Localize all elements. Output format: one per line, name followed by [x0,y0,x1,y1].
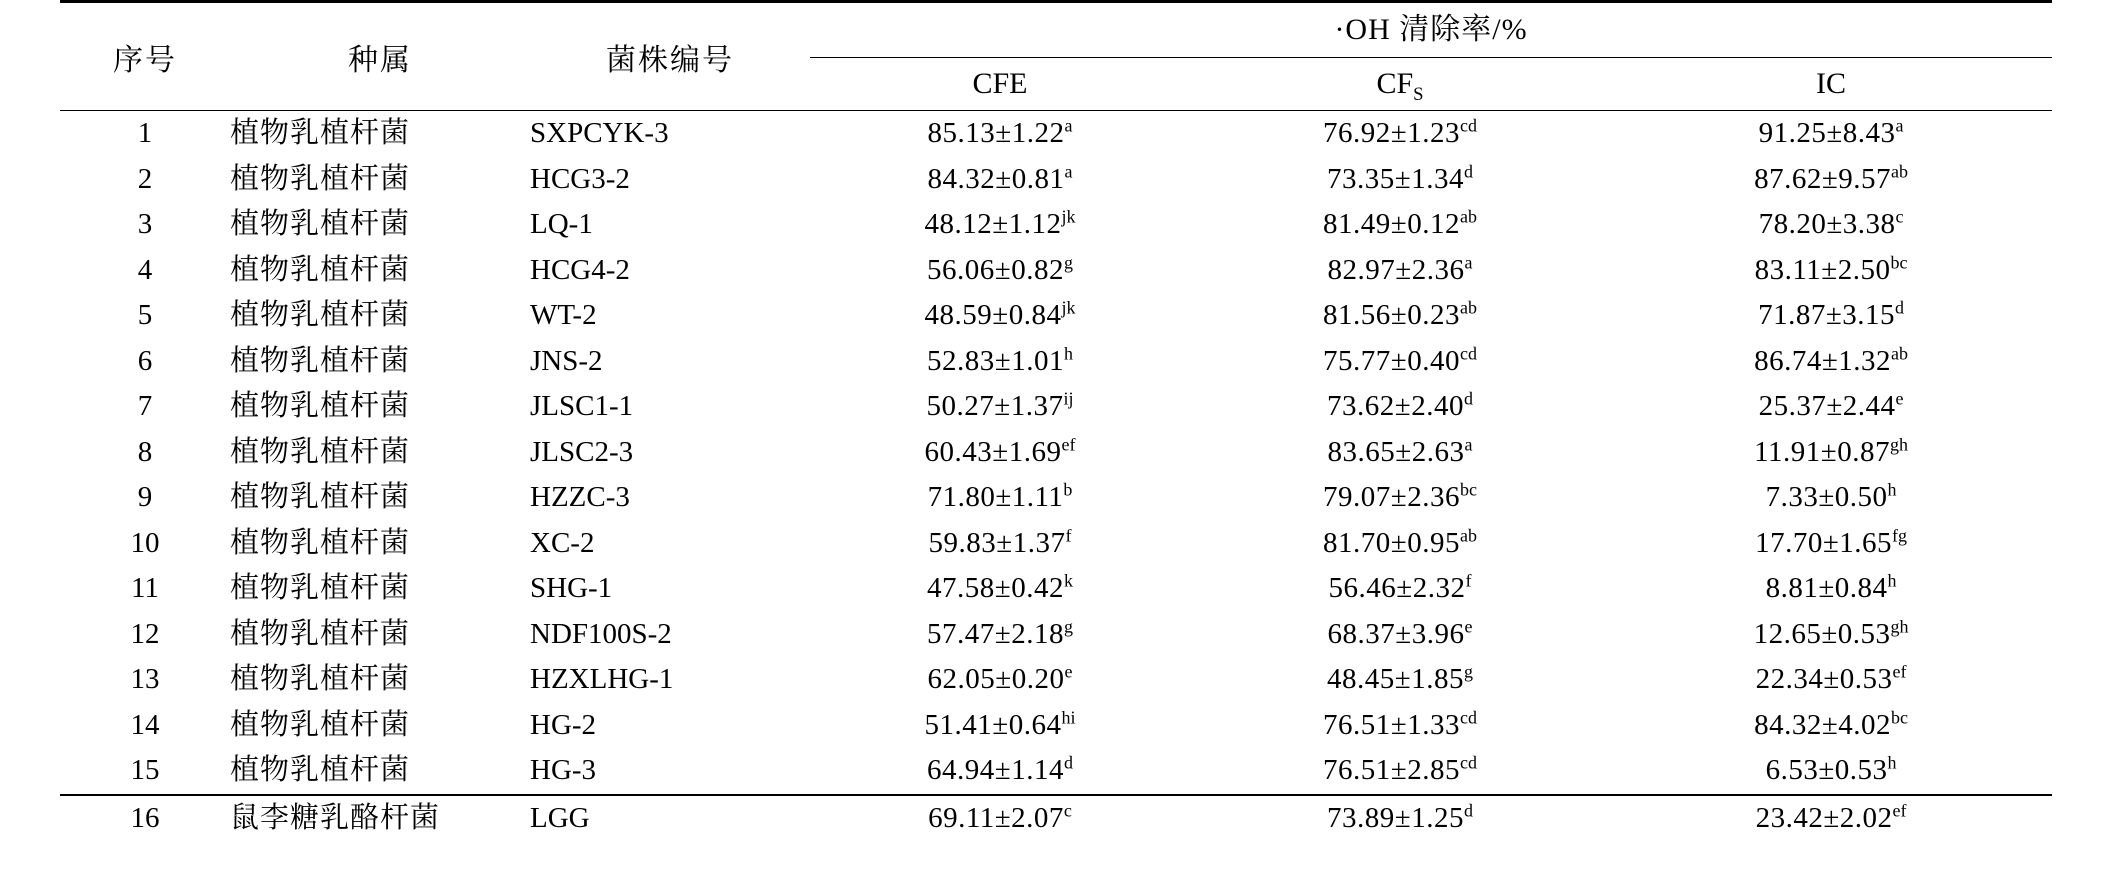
cell-cfe-value: 85.13±1.22 [927,117,1065,149]
cell-index: 8 [137,435,153,468]
cell-cfs-value: 79.07±2.36 [1323,481,1460,513]
cell-index: 11 [131,572,159,604]
cell-cfe-value: 71.80±1.11 [927,481,1064,513]
cell-ic [1610,566,2052,612]
cell-cfs [1190,566,1610,612]
cell-cfs-value: 81.49±0.12 [1323,208,1460,240]
cell-cfs [1190,521,1610,567]
cell-ic-value: 71.87±3.15 [1758,299,1895,331]
cell-cfe-value: 60.43±1.69 [924,435,1062,468]
cell-genus: 植物乳植杆菌 [230,253,411,286]
cell-genus: 植物乳植杆菌 [230,481,411,513]
column-header-cfs [1190,58,1610,111]
cell-cfs [1190,384,1610,430]
table-row [60,202,2052,248]
cell-ic [1610,703,2052,749]
cell-strain: WT-2 [530,299,597,331]
cell-cfe-sup: k [1063,570,1073,591]
cell-cfe [810,748,1190,795]
cell-ic-value: 83.11±2.50 [1754,253,1891,286]
cell-ic-sup: bc [1890,706,1908,727]
cell-cfs [1190,795,1610,842]
cell-strain: NDF100S-2 [530,617,672,650]
cell-ic-sup: h [1887,570,1897,591]
cell-cfe-sup: jk [1061,297,1076,318]
cell-cfe-sup: h [1063,342,1073,363]
cell-strain: HZZC-3 [530,481,630,513]
cell-strain: HZXLHG-1 [530,663,674,695]
cell-ic [1610,202,2052,248]
cell-cfe [810,566,1190,612]
table-header [60,2,2052,111]
cell-cfs-sup: cd [1459,342,1477,363]
cell-ic-value: 12.65±0.53 [1753,617,1891,650]
cell-cfs-sup: ab [1459,297,1477,318]
cell-index: 1 [60,111,230,157]
table-row [60,430,2052,476]
cell-genus: 植物乳植杆菌 [230,572,411,604]
cell-cfs-value: 48.45±1.85 [1327,663,1464,695]
cell-strain: HG-2 [530,708,597,741]
cell-strain: XC-2 [530,526,595,559]
cell-cfe-value: 64.94±1.14 [927,754,1064,786]
cell-cfe-value: 56.06±0.82 [927,253,1064,286]
cell-cfe-sup: jk [1061,206,1076,227]
cell-cfs-sup: e [1464,615,1473,636]
table-row [60,657,2052,703]
cell-index: 10 [130,526,160,559]
cell-ic-sup: a [1895,115,1904,136]
cell-cfs [1190,430,1610,476]
cell-cfs-value: 73.62±2.40 [1327,390,1464,422]
cell-strain: LGG [530,795,810,842]
cell-ic [1610,339,2052,385]
cell-cfe [810,795,1190,842]
cell-ic-value: 8.81±0.84 [1765,572,1888,604]
cell-ic-value: 17.70±1.65 [1755,526,1892,559]
cell-ic-value: 23.42±2.02 [1755,801,1893,834]
cell-ic [1610,475,2052,521]
table-body [60,111,2052,842]
cell-cfs-sup: g [1463,661,1473,682]
cell-cfs [1190,475,1610,521]
cell-ic [1610,612,2052,658]
cell-index: 14 [130,708,160,741]
cell-cfs-sup: d [1463,388,1473,409]
cell-genus: 植物乳植杆菌 [230,390,411,422]
cell-strain: JLSC2-3 [530,435,634,468]
cell-ic [1610,293,2052,339]
cell-index: 5 [137,299,153,331]
cell-cfs-value: 75.77±0.40 [1323,344,1460,377]
cell-genus: 植物乳植杆菌 [230,708,411,741]
cell-cfs [1190,748,1610,795]
cell-cfe [810,657,1190,703]
cell-genus: 植物乳植杆菌 [230,162,411,195]
table-row [60,475,2052,521]
cell-cfs-value: 76.51±1.33 [1323,708,1460,741]
cell-ic [1610,795,2052,842]
cell-cfs-value: 81.70±0.95 [1323,526,1460,559]
cell-cfs-sup: cd [1459,706,1477,727]
cell-cfe-sup: a [1064,160,1073,181]
cell-cfs-value: 83.65±2.63 [1327,435,1465,468]
cell-ic-sup: c [1895,206,1904,227]
cell-cfe-value: 51.41±0.64 [924,708,1062,741]
cell-index: 6 [137,344,153,377]
cell-cfs-sup: bc [1459,479,1477,500]
cell-cfe [810,339,1190,385]
cell-cfe-sup: g [1063,615,1073,636]
cell-cfe-value: 59.83±1.37 [928,526,1066,559]
cell-strain: HG-3 [530,754,597,786]
cell-cfe-value: 50.27±1.37 [926,390,1064,422]
cell-index: 13 [130,663,160,695]
cell-cfs-value: 68.37±3.96 [1327,617,1465,650]
cell-cfe [810,430,1190,476]
cell-cfe [810,384,1190,430]
cell-cfe [810,703,1190,749]
cell-cfe [810,475,1190,521]
cell-cfe-sup: e [1064,661,1073,682]
cell-cfs-sup: cd [1459,752,1477,773]
cell-ic-sup: ab [1890,342,1908,363]
cell-cfs-sup: a [1464,251,1473,272]
cell-ic [1610,157,2052,203]
cell-cfs-sup: ab [1459,524,1477,545]
column-header-ic: IC [1816,67,1847,100]
cell-cfe [810,111,1190,157]
cell-cfe-sup: ij [1063,388,1074,409]
table-row [60,748,2052,795]
cell-cfe-value: 48.59±0.84 [924,299,1062,331]
cell-ic-sup: e [1895,388,1904,409]
cell-cfs [1190,248,1610,294]
cell-strain: JLSC1-1 [530,390,634,422]
cell-strain: SHG-1 [530,572,613,604]
cell-ic [1610,384,2052,430]
cell-cfe-sup: ef [1061,433,1076,454]
cell-cfs-sup: ab [1459,206,1477,227]
cell-index: 3 [137,208,153,240]
cell-ic-sup: ef [1892,661,1907,682]
table-row [60,521,2052,567]
cell-index: 12 [130,617,160,650]
cell-genus: 植物乳植杆菌 [230,663,411,695]
cell-index: 15 [130,754,160,786]
cell-ic-value: 25.37±2.44 [1758,390,1896,422]
cfs-subscript: S [1413,84,1424,105]
cell-cfs [1190,157,1610,203]
cell-ic-sup: ab [1890,160,1908,181]
cell-genus: 植物乳植杆菌 [230,208,411,240]
cell-cfe-sup: b [1063,479,1073,500]
cell-cfs [1190,293,1610,339]
table-row [60,339,2052,385]
cell-ic-value: 11.91±0.87 [1754,435,1890,468]
results-table [60,0,2052,841]
cell-cfs-sup: f [1465,570,1472,591]
table-row [60,157,2052,203]
cell-ic-sup: ef [1892,799,1907,820]
header-row-group [60,2,2052,58]
cell-ic-value: 22.34±0.53 [1755,663,1893,695]
cell-ic-sup: fg [1891,524,1907,545]
cell-genus: 植物乳植杆菌 [230,526,411,559]
cell-ic-sup: gh [1889,433,1908,454]
cell-genus: 植物乳植杆菌 [230,299,411,331]
cell-cfe [810,521,1190,567]
column-header-genus: 种属 [230,2,530,111]
cell-cfe-sup: g [1063,251,1073,272]
table-row [60,248,2052,294]
cell-ic [1610,748,2052,795]
cell-cfe-sup: f [1065,524,1072,545]
column-header-index: 序号 [60,2,230,111]
cell-genus: 鼠李糖乳酪杆菌 [230,795,530,842]
column-header-strain: 菌株编号 [530,2,810,111]
cell-ic-value: 84.32±4.02 [1754,708,1891,741]
cell-genus: 植物乳植杆菌 [230,435,411,468]
cell-ic-value: 86.74±1.32 [1754,344,1891,377]
cell-strain: HCG4-2 [530,253,630,286]
cell-cfs [1190,657,1610,703]
cell-ic-sup: d [1894,297,1904,318]
cell-cfe-value: 84.32±0.81 [927,162,1065,195]
cell-index: 7 [137,390,153,422]
cell-genus: 植物乳植杆菌 [230,754,411,786]
cell-cfe-value: 62.05±0.20 [927,663,1065,695]
cell-cfs [1190,202,1610,248]
table-row [60,293,2052,339]
cell-cfe-value: 57.47±2.18 [927,617,1064,650]
cell-genus: 植物乳植杆菌 [230,344,411,377]
cell-cfs-value: 76.51±2.85 [1323,754,1460,786]
cell-cfe [810,157,1190,203]
cell-ic-sup: bc [1890,251,1908,272]
cell-ic-sup: h [1887,479,1897,500]
table-row [60,795,2052,842]
cell-cfe [810,248,1190,294]
cell-cfe [810,612,1190,658]
column-header-group-oh: ·OH 清除率/% [810,2,2052,58]
cell-cfs [1190,111,1610,157]
cell-ic-value: 7.33±0.50 [1765,481,1888,513]
cell-ic [1610,521,2052,567]
cell-ic-value: 87.62±9.57 [1754,162,1891,195]
cell-index: 2 [137,162,153,195]
cell-cfs [1190,703,1610,749]
cell-index: 9 [137,481,153,513]
cell-cfs-value: 56.46±2.32 [1328,572,1466,604]
cell-ic-sup: h [1887,752,1897,773]
cell-ic [1610,430,2052,476]
cell-cfs-sup: d [1463,160,1473,181]
cell-cfs-sup: d [1463,799,1473,820]
cell-cfs [1190,612,1610,658]
cell-cfe-sup: a [1064,115,1073,136]
cell-ic-value: 78.20±3.38 [1758,208,1896,240]
cell-ic [1610,248,2052,294]
cell-ic-value: 91.25±8.43 [1758,117,1896,149]
cell-cfe-value: 52.83±1.01 [927,344,1064,377]
cell-ic [1610,657,2052,703]
cell-cfe-value: 47.58±0.42 [927,572,1064,604]
table-row [60,384,2052,430]
cell-index: 4 [137,253,153,286]
cell-cfs-value: 81.56±0.23 [1323,299,1460,331]
table-row [60,703,2052,749]
cell-genus: 植物乳植杆菌 [230,617,411,650]
cell-ic-sup: gh [1890,615,1909,636]
cell-index: 16 [60,795,230,842]
table-row [60,612,2052,658]
table-row [60,111,2052,157]
cell-cfe-sup: hi [1061,706,1076,727]
table-row [60,566,2052,612]
column-header-cfe: CFE [972,67,1028,100]
cell-cfe [810,293,1190,339]
cell-ic-value: 6.53±0.53 [1765,754,1888,786]
cell-cfe-value: 69.11±2.07 [928,801,1064,834]
cell-cfe-value: 48.12±1.12 [924,208,1062,240]
cell-cfs-value: 82.97±2.36 [1327,253,1465,286]
cell-strain: LQ-1 [530,208,593,240]
cell-cfe [810,202,1190,248]
cell-strain: JNS-2 [530,344,603,377]
cfs-base: CF [1376,67,1414,100]
cell-cfs-value: 76.92±1.23 [1323,117,1460,149]
cell-genus: 植物乳植杆菌 [230,111,530,157]
cell-cfs-sup: a [1464,433,1473,454]
cell-cfe-sup: c [1063,799,1072,820]
cell-cfe-sup: d [1063,752,1073,773]
cell-strain: SXPCYK-3 [530,111,810,157]
cell-cfs [1190,339,1610,385]
cell-cfs-value: 73.89±1.25 [1327,801,1464,834]
cell-cfs-sup: cd [1459,115,1477,136]
cell-ic [1610,111,2052,157]
cell-strain: HCG3-2 [530,162,630,195]
cell-cfs-value: 73.35±1.34 [1327,162,1464,195]
